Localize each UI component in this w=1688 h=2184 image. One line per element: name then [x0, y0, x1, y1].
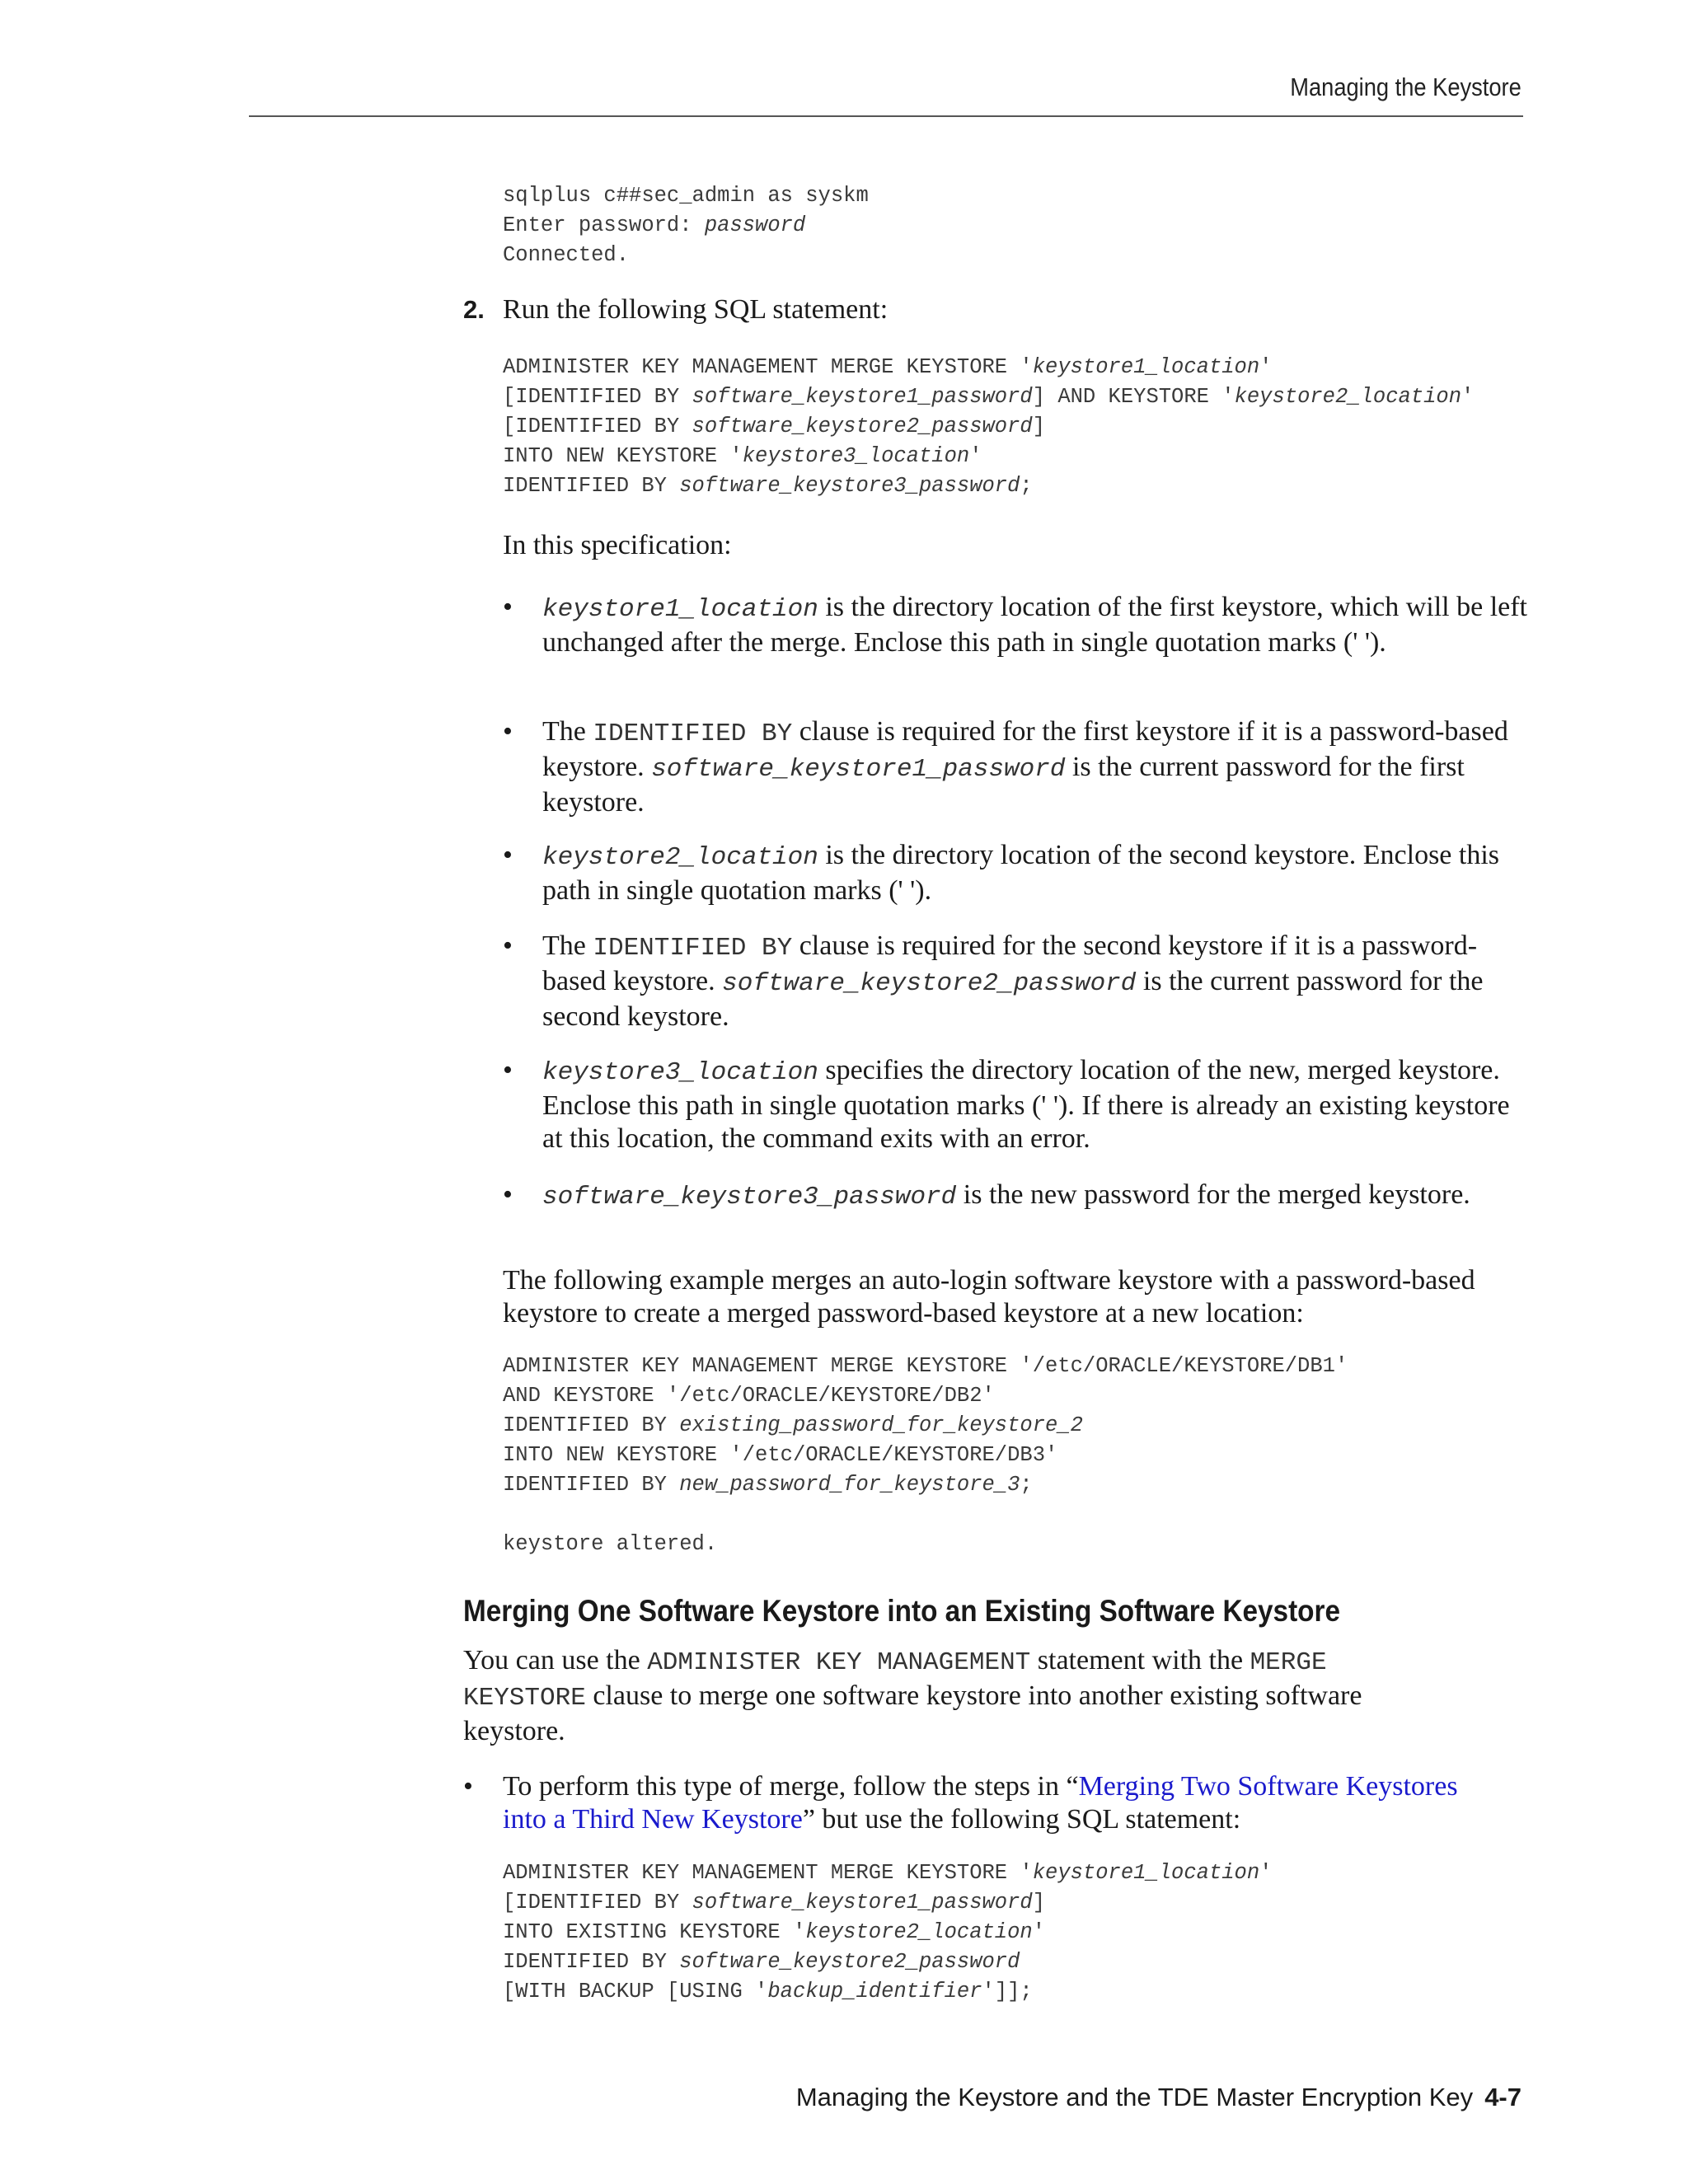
page-footer	[796, 2083, 1522, 2112]
footer-title: Managing the Keystore and the TDE Master Encryption Key	[795, 2083, 1474, 2111]
page-number: 4-7	[1484, 2083, 1522, 2111]
list-item: keystore1_location is the directory location of the first keystore, which will be left unchanged after the merge. Enclose this path in single quotation marks (' ').	[542, 592, 1528, 658]
bullet-marker: •	[503, 930, 513, 961]
header-rule	[249, 115, 1523, 117]
step-text: Run the following SQL statement:	[503, 294, 889, 325]
spec-intro: In this specification:	[503, 530, 732, 560]
code-line: Connected.	[503, 243, 630, 267]
bullet-marker: •	[503, 1055, 513, 1085]
connect-code-block	[503, 181, 869, 270]
bullet-marker: •	[503, 840, 513, 870]
running-header: Managing the Keystore	[1290, 73, 1522, 101]
list-item: keystore2_location is the directory location of the second keystore. Enclose this path in single quotation marks (' ').	[542, 840, 1500, 906]
bullet-marker: •	[503, 592, 513, 622]
step-number: 2.	[463, 295, 485, 324]
merge-code-block: ADMINISTER KEY MANAGEMENT MERGE KEYSTORE 'keystore1_location' [IDENTIFIED BY software_keystore1_password] AND KEYSTORE 'keystore2_location' [IDENTIFIED BY software_keystore2_password] INTO NEW KEYSTORE 'keystore3_location' IDENTIFIED BY software_keystore3_password;	[503, 355, 1475, 498]
list-item: keystore3_location specifies the directory location of the new, merged keystore. Enclose this path in single quotation marks (' '). If there is already an existing keystore at this location, the command exits with an error.	[542, 1055, 1510, 1154]
code-line: sqlplus c##sec_admin as syskm	[503, 184, 869, 208]
bullet-marker: •	[463, 1771, 473, 1802]
cross-reference-link[interactable]: Merging Two Software Keystores into a Third New Keystore	[503, 1771, 1458, 1835]
list-item: software_keystore3_password is the new password for the merged keystore.	[542, 1179, 1470, 1212]
section-paragraph: You can use the ADMINISTER KEY MANAGEMENT statement with the MERGE KEYSTORE clause to merge one software keystore into another existing software keystore.	[463, 1645, 1362, 1746]
bullet-marker: •	[503, 716, 513, 747]
list-item: The IDENTIFIED BY clause is required for the first keystore if it is a password-based keystore. software_keystore1_password is the current password for the first keystore.	[542, 716, 1508, 818]
bullet-marker: •	[503, 1179, 513, 1210]
code-line: Enter password:	[503, 213, 705, 237]
existing-code-block: ADMINISTER KEY MANAGEMENT MERGE KEYSTORE 'keystore1_location' [IDENTIFIED BY software_keystore1_password] INTO EXISTING KEYSTORE 'keystore2_location' IDENTIFIED BY software_keystore2_password [WITH BACKUP [USING 'backup_identifier']];	[503, 1861, 1273, 2004]
list-item: To perform this type of merge, follow the steps in “Merging Two Software Keystores into a Third New Keystore” but use the following SQL statement:	[503, 1771, 1458, 1835]
section-heading: Merging One Software Keystore into an Existing Software Keystore	[463, 1594, 1340, 1628]
code-placeholder: password	[704, 213, 806, 237]
list-item: The IDENTIFIED BY clause is required for the second keystore if it is a password-based keystore. software_keystore2_password is the current password for the second keystore.	[542, 930, 1484, 1032]
example-intro: The following example merges an auto-login software keystore with a password-based keystore to create a merged password-based keystore at a new location:	[503, 1265, 1475, 1329]
example-code-block: ADMINISTER KEY MANAGEMENT MERGE KEYSTORE '/etc/ORACLE/KEYSTORE/DB1' AND KEYSTORE '/etc/ORACLE/KEYSTORE/DB2' IDENTIFIED BY existing_password_for_keystore_2 INTO NEW KEYSTORE '/etc/ORACLE/KEYSTORE/DB3' IDENTIFIED BY new_password_for_keystore_3; keystore altered.	[503, 1354, 1348, 1556]
